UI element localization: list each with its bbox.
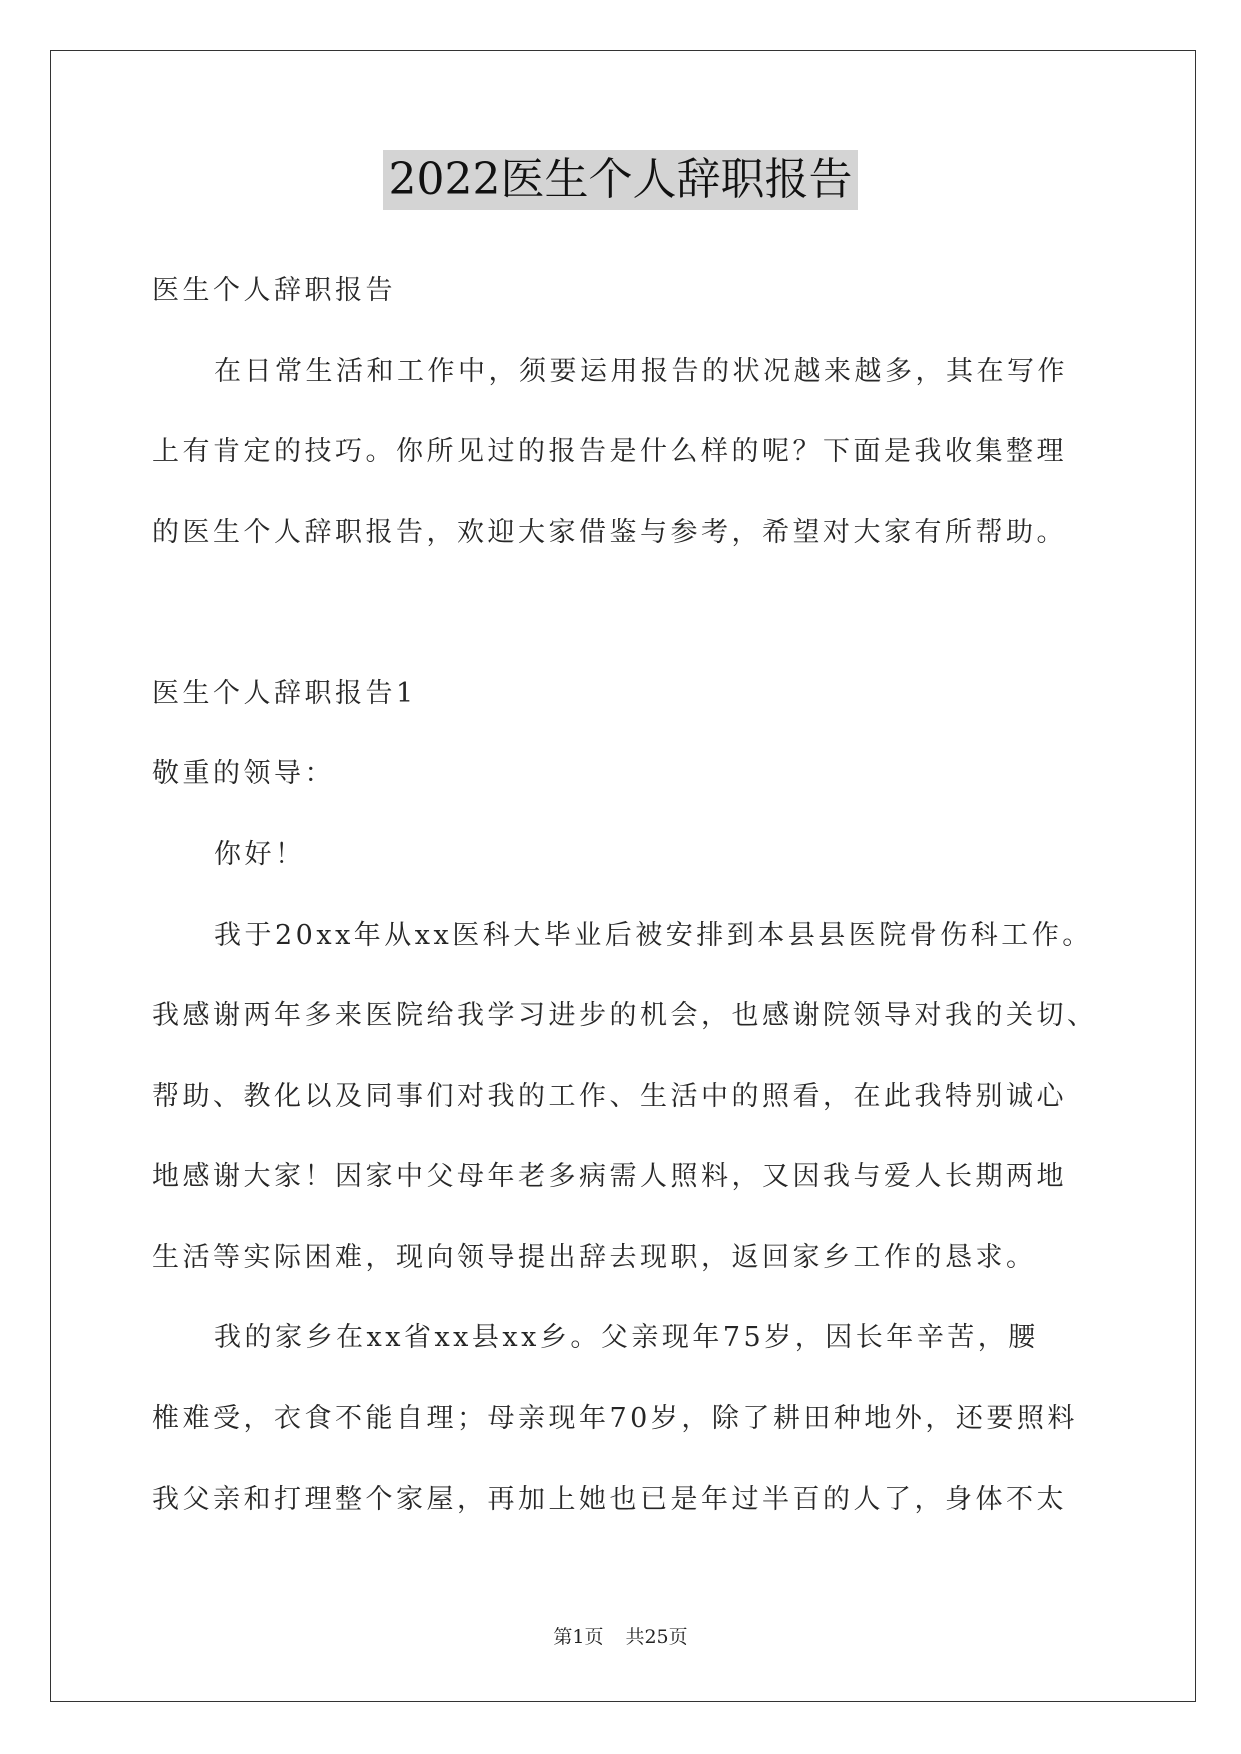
paragraph-line: 地感谢大家！因家中父母年老多病需人照料，又因我与爱人长期两地 (152, 1161, 1067, 1192)
paragraph-line: 上有肯定的技巧。你所见过的报告是什么样的呢？下面是我收集整理 (152, 436, 1067, 467)
page-total: 共25页 (625, 1626, 688, 1648)
paragraph-line: 的医生个人辞职报告，欢迎大家借鉴与参考，希望对大家有所帮助。 (152, 517, 1067, 548)
paragraph-line: 我父亲和打理整个家屋，再加上她也已是年过半百的人了，身体不太 (152, 1484, 1067, 1515)
paragraph-line: 生活等实际困难，现向领导提出辞去现职，返回家乡工作的恳求。 (152, 1242, 1037, 1273)
page-footer (0, 1624, 1241, 1650)
section-heading: 医生个人辞职报告1 (152, 678, 417, 709)
paragraph-line: 我的家乡在xx省xx县xx乡。父亲现年75岁，因长年辛苦，腰 (214, 1322, 1039, 1353)
salutation: 敬重的领导： (152, 758, 335, 789)
paragraph-line: 我于20xx年从xx医科大毕业后被安排到本县县医院骨伤科工作。 (214, 920, 1093, 951)
document-title: 2022医生个人辞职报告 (383, 150, 859, 210)
paragraph-line: 我感谢两年多来医院给我学习进步的机会，也感谢院领导对我的关切、 (152, 1000, 1098, 1031)
page-number: 第1页 (553, 1626, 604, 1648)
greeting: 你好！ (214, 839, 306, 870)
paragraph-line: 椎难受，衣食不能自理；母亲现年70岁，除了耕田种地外，还要照料 (152, 1403, 1078, 1434)
subtitle: 医生个人辞职报告 (152, 275, 396, 306)
paragraph-line: 在日常生活和工作中，须要运用报告的状况越来越多，其在写作 (214, 356, 1068, 387)
paragraph-line: 帮助、教化以及同事们对我的工作、生活中的照看，在此我特别诚心 (152, 1081, 1067, 1112)
title-container (0, 150, 1241, 210)
